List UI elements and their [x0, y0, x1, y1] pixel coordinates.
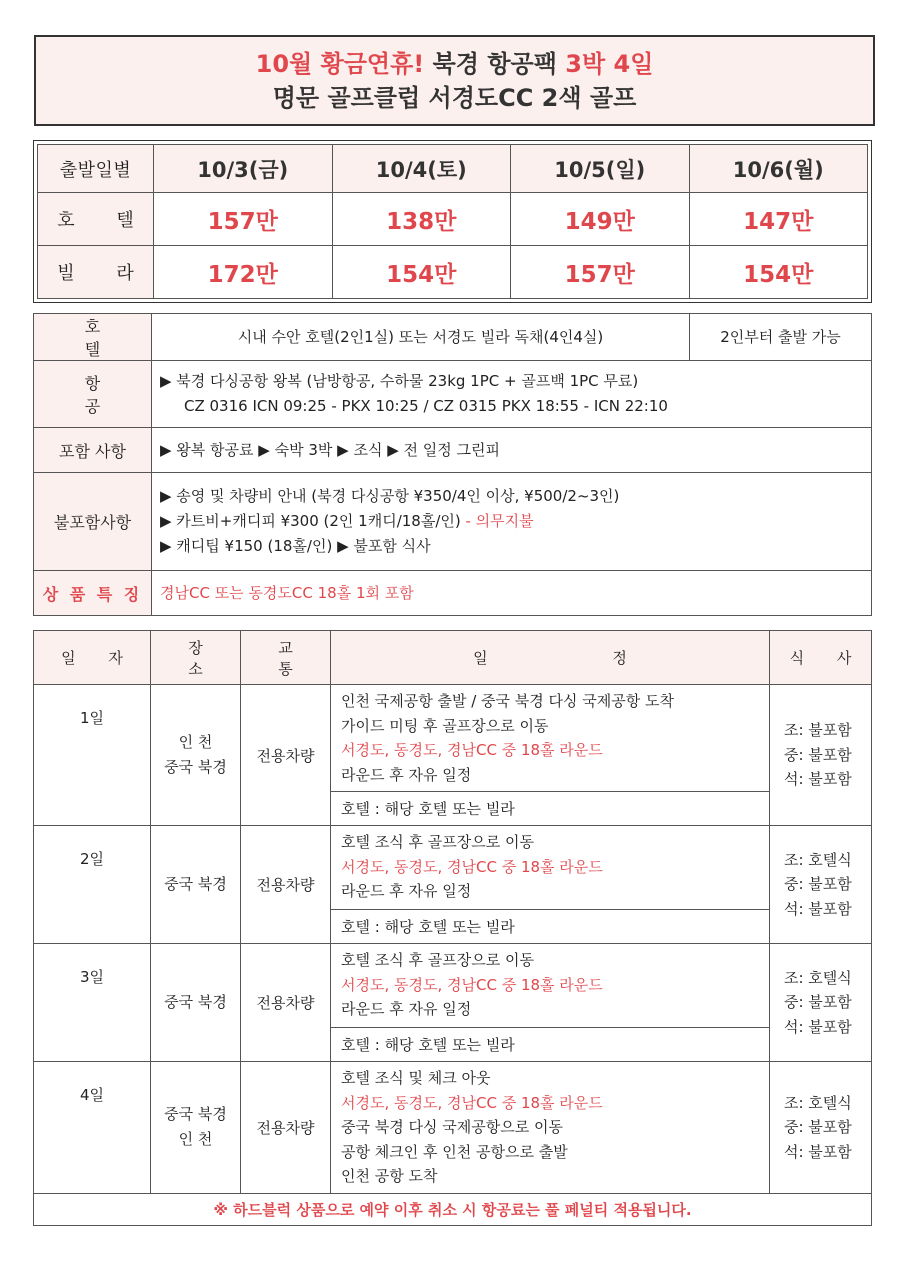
day-hotel: 호텔 : 해당 호텔 또는 빌라 [331, 910, 770, 944]
header-transport: 교 통 [241, 631, 331, 685]
excluded-items [152, 473, 872, 571]
meal-line: 석: 불포함 [784, 899, 852, 918]
title-duration: 3박 4일 [565, 49, 654, 78]
info-label-included: 포함 사항 [34, 428, 152, 473]
place-line: 중국 북경 [164, 758, 227, 776]
cancellation-notice: ※ 하드블럭 상품으로 예약 이후 취소 시 항공료는 풀 페널티 적용됩니다. [34, 1193, 872, 1225]
info-label-hotel: 호 텔 [34, 314, 152, 361]
day-transport: 전용차량 [241, 944, 331, 1062]
meal-line: 중: 불포함 [784, 1118, 852, 1136]
excluded-line: ▶ 캐디팁 ¥150 (18홀/인) ▶ 불포함 식사 [160, 537, 431, 555]
flight-route: ▶ 북경 다싱공항 왕복 (남방항공, 수하물 23kg 1PC + 골프백 1PC 무료) [160, 372, 639, 390]
plan-line: 인천 국제공항 출발 / 중국 북경 다싱 국제공항 도착 [341, 692, 675, 710]
info-row-excluded [34, 473, 872, 571]
day-place: 중국 북경 [151, 826, 241, 944]
day-meals [770, 1062, 872, 1194]
place-line: 인 천 [178, 733, 213, 751]
schedule-row-day-2 [34, 826, 872, 910]
header-plan: 일 정 [331, 631, 770, 685]
schedule-table [33, 630, 872, 1226]
plan-line: 라운드 후 자유 일정 [341, 882, 472, 900]
meal-line: 석: 불포함 [784, 770, 852, 789]
plan-line: 호텔 조식 후 골프장으로 이동 [341, 951, 534, 969]
info-label-feature: 상 품 특 징 [34, 571, 152, 616]
place-line: 중국 북경 [164, 1105, 227, 1124]
title-line-2: 명문 골프클럽 서경도CC 2색 골프 [272, 83, 637, 112]
caddie-fee: ▶ 카트비+캐디피 ¥300 (2인 1캐디/18홀/인) [160, 512, 461, 530]
day-meals [770, 826, 872, 944]
included-items: ▶ 왕복 항공료 ▶ 숙박 3박 ▶ 조식 ▶ 전 일정 그린피 [152, 428, 872, 473]
schedule-row-day-3 [34, 944, 872, 1028]
title-promo: 10월 황금연휴! [255, 49, 425, 78]
day-hotel: 호텔 : 해당 호텔 또는 빌라 [331, 792, 770, 826]
info-row-hotel [34, 314, 872, 361]
meal-line: 조: 호텔식 [784, 850, 852, 869]
info-row-feature [34, 571, 872, 616]
header-day: 일 자 [34, 631, 151, 685]
min-people-note: 2인부터 출발 가능 [690, 314, 872, 361]
date-cell: 10/3(금) [154, 145, 333, 193]
day-place [151, 1062, 241, 1194]
excluded-line [160, 509, 863, 534]
day-meals [770, 944, 872, 1062]
plan-line: 라운드 후 자유 일정 [341, 765, 472, 784]
hotel-description: 시내 수안 호텔(2인1실) 또는 서경도 빌라 독채(4인4실) [152, 314, 690, 361]
plan-line: 공항 체크인 후 인천 공항으로 출발 [341, 1142, 568, 1161]
flight-schedule: CZ 0316 ICN 09:25 - PKX 10:25 / CZ 0315 PKX 18:55 - ICN 22:10 [184, 397, 668, 415]
title-line-1 [256, 47, 654, 81]
plan-line: 라운드 후 자유 일정 [341, 1000, 472, 1018]
excluded-line: ▶ 송영 및 차량비 안내 (북경 다싱공항 ¥350/4인 이상, ¥500/2~3인) [160, 487, 620, 505]
info-table [33, 313, 872, 616]
plan-line: 호텔 조식 및 체크 아웃 [341, 1069, 491, 1087]
notice-row [34, 1193, 872, 1225]
day-label: 1일 [34, 685, 151, 826]
price-cell: 172만 [154, 246, 333, 299]
day-meals [770, 685, 872, 826]
plan-round: 서경도, 동경도, 경남CC 중 18홀 라운드 [341, 741, 603, 759]
meal-line: 중: 불포함 [784, 875, 852, 894]
feature-text: 경남CC 또는 동경도CC 18홀 1회 포함 [152, 571, 872, 616]
meal-line: 중: 불포함 [784, 745, 852, 764]
meal-line: 조: 호텔식 [784, 968, 852, 987]
plan-round: 서경도, 동경도, 경남CC 중 18홀 라운드 [341, 857, 603, 876]
day-label: 2일 [34, 826, 151, 944]
day-plan [331, 685, 770, 792]
row-label-hotel: 호 텔 [38, 193, 154, 246]
price-row-hotel [38, 193, 868, 246]
day-transport: 전용차량 [241, 1062, 331, 1194]
info-label-flight: 항 공 [34, 361, 152, 428]
meal-line: 조: 호텔식 [784, 1093, 852, 1112]
plan-line: 중국 북경 다싱 국제공항으로 이동 [341, 1118, 563, 1136]
date-cell: 10/5(일) [511, 145, 690, 193]
date-cell: 10/4(토) [332, 145, 511, 193]
price-cell: 138만 [332, 193, 511, 246]
schedule-row-day-1 [34, 685, 872, 792]
header-place: 장 소 [151, 631, 241, 685]
day-plan [331, 826, 770, 910]
title-box [34, 35, 875, 126]
day-hotel: 호텔 : 해당 호텔 또는 빌라 [331, 1028, 770, 1062]
day-label: 3일 [34, 944, 151, 1062]
price-cell: 154만 [332, 246, 511, 299]
price-header-row [38, 145, 868, 193]
departure-label: 출발일별 [38, 145, 154, 193]
meal-line: 석: 불포함 [784, 1142, 852, 1161]
price-cell: 149만 [511, 193, 690, 246]
plan-round: 서경도, 동경도, 경남CC 중 18홀 라운드 [341, 975, 603, 994]
price-table-frame [33, 140, 872, 303]
meal-line: 중: 불포함 [784, 993, 852, 1012]
meal-line: 조: 불포함 [784, 721, 852, 740]
schedule-row-day-4 [34, 1062, 872, 1194]
plan-line: 인천 공항 도착 [341, 1167, 438, 1185]
plan-round: 서경도, 동경도, 경남CC 중 18홀 라운드 [341, 1093, 603, 1112]
schedule-header [34, 631, 872, 685]
info-row-flight [34, 361, 872, 428]
price-cell: 154만 [689, 246, 868, 299]
plan-line: 호텔 조식 후 골프장으로 이동 [341, 833, 534, 851]
meal-line: 석: 불포함 [784, 1017, 852, 1036]
date-cell: 10/6(월) [689, 145, 868, 193]
header-meal: 식 사 [770, 631, 872, 685]
flight-details [152, 361, 872, 428]
plan-line: 가이드 미팅 후 골프장으로 이동 [341, 716, 549, 735]
day-place: 중국 북경 [151, 944, 241, 1062]
info-label-excluded: 불포함사항 [34, 473, 152, 571]
place-line: 인 천 [178, 1130, 213, 1149]
day-transport: 전용차량 [241, 685, 331, 826]
price-cell: 147만 [689, 193, 868, 246]
mandatory-payment: - 의무지불 [460, 512, 534, 530]
price-row-villa [38, 246, 868, 299]
price-cell: 157만 [511, 246, 690, 299]
day-transport: 전용차량 [241, 826, 331, 944]
day-plan [331, 944, 770, 1028]
price-cell: 157만 [154, 193, 333, 246]
info-row-included [34, 428, 872, 473]
price-table [37, 144, 868, 299]
day-place [151, 685, 241, 826]
title-destination: 북경 항공팩 [432, 49, 557, 78]
day-plan [331, 1062, 770, 1194]
row-label-villa: 빌 라 [38, 246, 154, 299]
day-label: 4일 [34, 1062, 151, 1194]
